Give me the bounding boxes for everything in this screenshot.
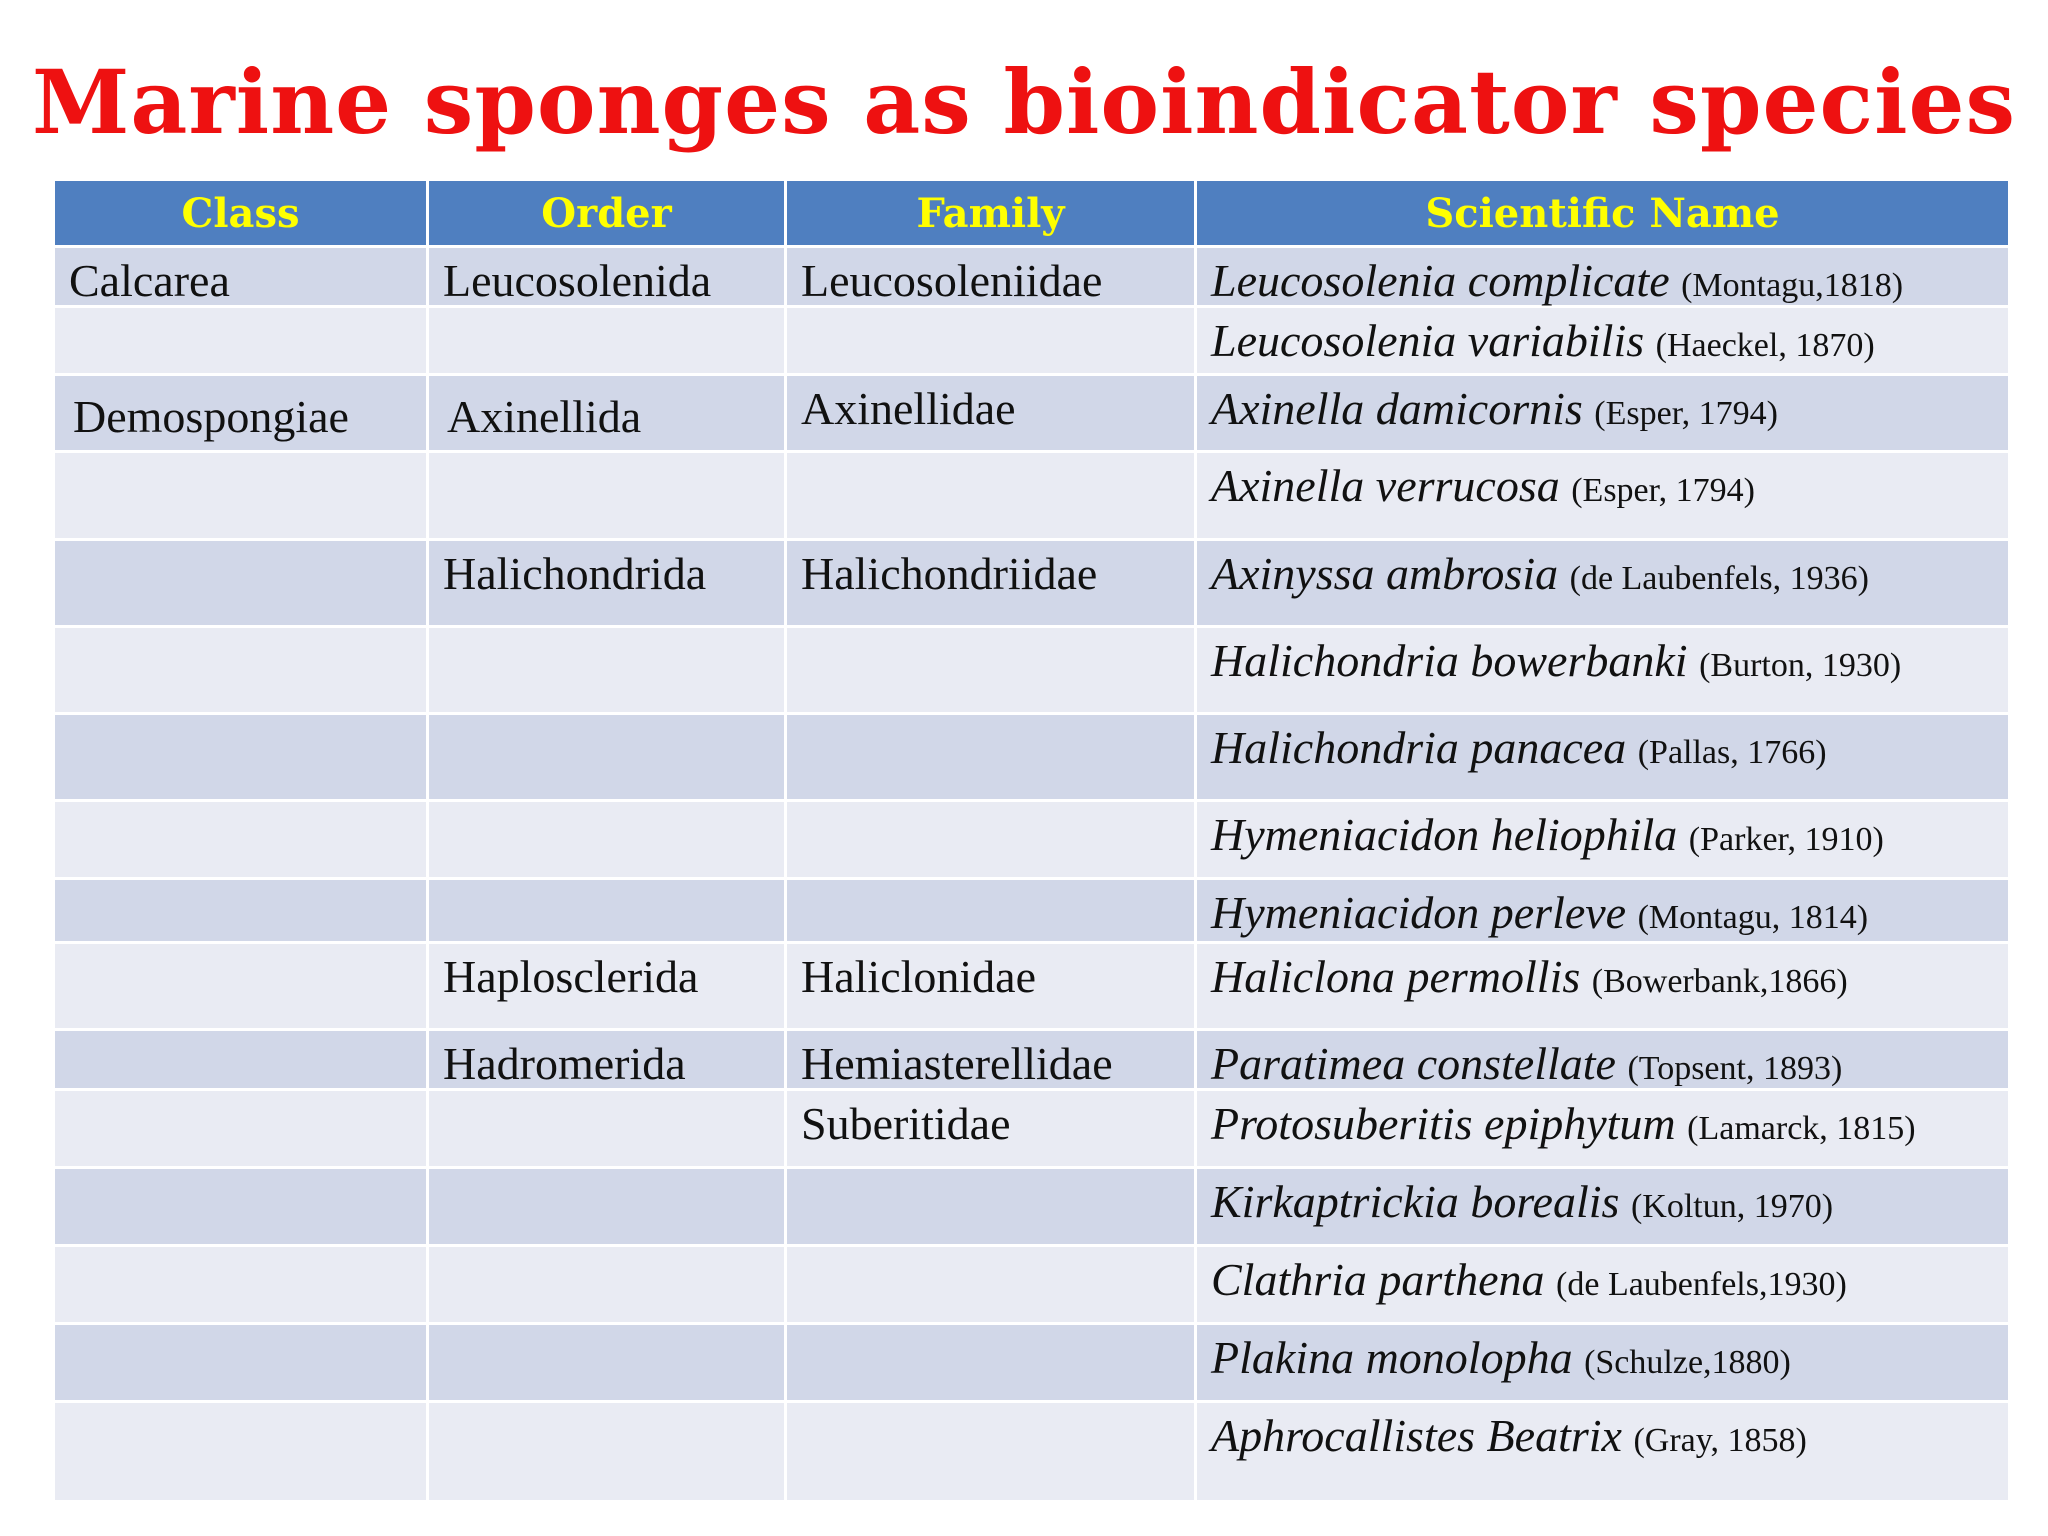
cell-class — [54, 452, 428, 540]
cell-order — [428, 1090, 786, 1168]
cell-family — [786, 1402, 1196, 1502]
cell-order — [428, 1168, 786, 1246]
table-row — [54, 247, 2010, 307]
cell-scientific-name: Axinella damicornis (Esper, 1794) — [1196, 375, 2010, 452]
cell-class — [54, 1246, 428, 1324]
cell-family: Hemiasterellidae — [786, 1030, 1196, 1090]
cell-scientific-name: Axinella verrucosa (Esper, 1794) — [1196, 452, 2010, 540]
cell-scientific-name: Plakina monolopha (Schulze,1880) — [1196, 1324, 2010, 1402]
cell-family — [786, 1324, 1196, 1402]
table-row — [54, 307, 2010, 375]
cell-class — [54, 627, 428, 714]
cell-scientific-name: Axinyssa ambrosia (de Laubenfels, 1936) — [1196, 540, 2010, 627]
cell-order — [428, 307, 786, 375]
cell-family: Suberitidae — [786, 1090, 1196, 1168]
cell-scientific-name: Halichondria panacea (Pallas, 1766) — [1196, 714, 2010, 801]
header-order: Order — [428, 180, 786, 247]
cell-family — [786, 714, 1196, 801]
cell-family — [786, 452, 1196, 540]
cell-scientific-name: Haliclona permollis (Bowerbank,1866) — [1196, 943, 2010, 1030]
cell-class: Demospongiae — [54, 375, 428, 452]
cell-scientific-name: Aphrocallistes Beatrix (Gray, 1858) — [1196, 1402, 2010, 1502]
cell-class — [54, 1402, 428, 1502]
cell-family — [786, 801, 1196, 879]
table-row — [54, 801, 2010, 879]
cell-order: Leucosolenida — [428, 247, 786, 307]
cell-family — [786, 1168, 1196, 1246]
cell-order — [428, 801, 786, 879]
cell-scientific-name: Kirkaptrickia borealis (Koltun, 1970) — [1196, 1168, 2010, 1246]
cell-class — [54, 801, 428, 879]
header-scientific-name: Scientific Name — [1196, 180, 2010, 247]
table-row — [54, 943, 2010, 1030]
cell-order — [428, 1246, 786, 1324]
page-title: Marine sponges as bioindicator species — [31, 50, 2017, 154]
cell-scientific-name: Halichondria bowerbanki (Burton, 1930) — [1196, 627, 2010, 714]
table-row — [54, 375, 2010, 452]
cell-scientific-name: Hymeniacidon perleve (Montagu, 1814) — [1196, 879, 2010, 943]
cell-scientific-name: Clathria parthena (de Laubenfels,1930) — [1196, 1246, 2010, 1324]
cell-class — [54, 943, 428, 1030]
cell-family: Halichondriidae — [786, 540, 1196, 627]
table-row — [54, 1090, 2010, 1168]
cell-order: Hadromerida — [428, 1030, 786, 1090]
table-row — [54, 1246, 2010, 1324]
cell-family: Leucosoleniidae — [786, 247, 1196, 307]
table-row — [54, 627, 2010, 714]
cell-scientific-name: Paratimea constellate (Topsent, 1893) — [1196, 1030, 2010, 1090]
cell-order — [428, 452, 786, 540]
cell-class: Calcarea — [54, 247, 428, 307]
table-row — [54, 879, 2010, 943]
header-class: Class — [54, 180, 428, 247]
table-row — [54, 452, 2010, 540]
cell-order — [428, 627, 786, 714]
cell-order — [428, 1324, 786, 1402]
table-row — [54, 1324, 2010, 1402]
cell-class — [54, 879, 428, 943]
cell-scientific-name: Hymeniacidon heliophila (Parker, 1910) — [1196, 801, 2010, 879]
cell-class — [54, 540, 428, 627]
cell-family — [786, 879, 1196, 943]
cell-order — [428, 714, 786, 801]
cell-order — [428, 879, 786, 943]
species-table — [52, 178, 2011, 1503]
cell-class — [54, 714, 428, 801]
cell-order: Haplosclerida — [428, 943, 786, 1030]
cell-class — [54, 1168, 428, 1246]
cell-family — [786, 307, 1196, 375]
cell-family: Haliclonidae — [786, 943, 1196, 1030]
cell-order — [428, 1402, 786, 1502]
table-row — [54, 540, 2010, 627]
table-row — [54, 714, 2010, 801]
cell-family — [786, 1246, 1196, 1324]
cell-scientific-name: Leucosolenia complicate (Montagu,1818) — [1196, 247, 2010, 307]
table-row — [54, 1168, 2010, 1246]
cell-scientific-name: Protosuberitis epiphytum (Lamarck, 1815) — [1196, 1090, 2010, 1168]
table-row — [54, 1402, 2010, 1502]
table-header-row — [54, 180, 2010, 247]
header-family: Family — [786, 180, 1196, 247]
cell-scientific-name: Leucosolenia variabilis (Haeckel, 1870) — [1196, 307, 2010, 375]
cell-class — [54, 1324, 428, 1402]
cell-class — [54, 1090, 428, 1168]
cell-order: Axinellida — [428, 375, 786, 452]
cell-class — [54, 1030, 428, 1090]
table-row — [54, 1030, 2010, 1090]
cell-family: Axinellidae — [786, 375, 1196, 452]
cell-class — [54, 307, 428, 375]
cell-order: Halichondrida — [428, 540, 786, 627]
cell-family — [786, 627, 1196, 714]
